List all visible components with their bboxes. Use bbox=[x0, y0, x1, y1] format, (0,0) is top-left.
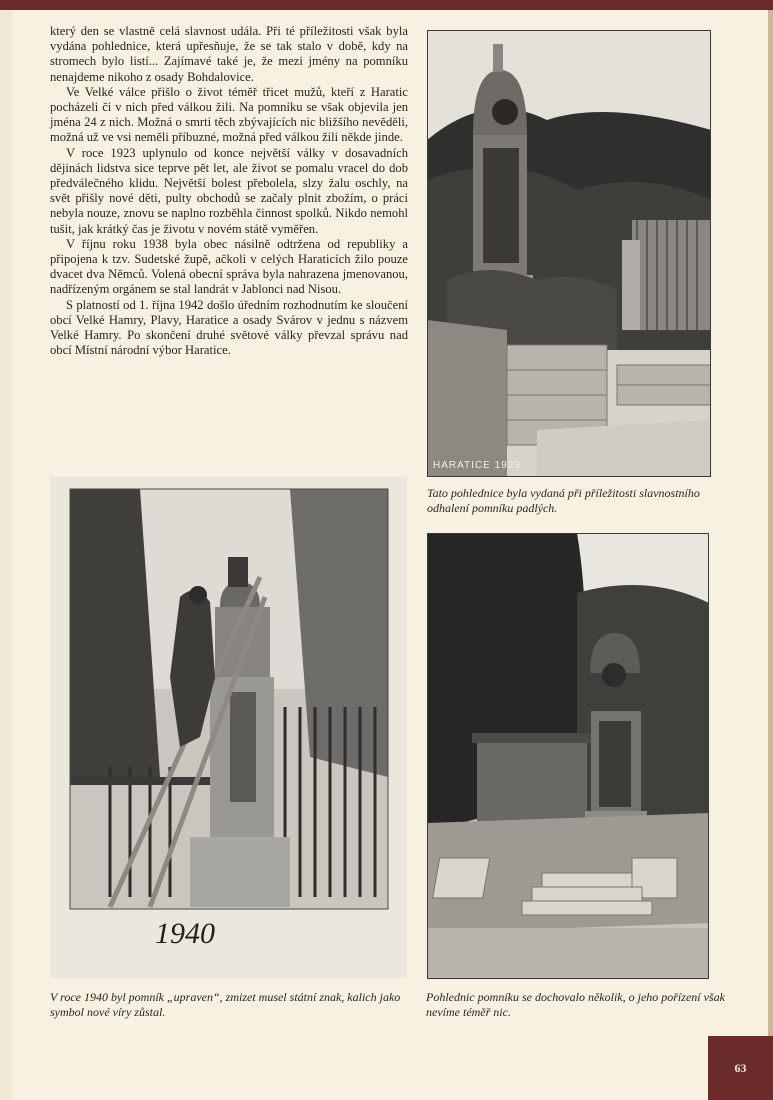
caption-monument-postcard: Pohlednic pomníku se dochovalo několik, o jeho pořízení však nevíme téměř nic. bbox=[426, 990, 725, 1019]
caption-monument-1940: V roce 1940 byl pomník „upraven“, zmizet musel státní znak, kalich jako symbol nové víry zůstal. bbox=[50, 990, 401, 1019]
page-number: 63 bbox=[708, 1036, 773, 1100]
photo-label: HARATICE 1923 bbox=[433, 460, 521, 471]
photo-monument-postcard bbox=[427, 533, 709, 979]
photo-label: 1940 bbox=[155, 917, 215, 950]
paragraph: S platností od 1. října 1942 došlo úředním rozhodnutím ke sloučení obcí Velké Hamry, Plavy, Haratice a osady Svárov v jednu s názvem Velké Hamry. Po skončení druhé světové války převzal správu nad obcí Místní národní výbor Haratice. bbox=[50, 297, 408, 358]
caption-postcard-1923: Tato pohlednice byla vydaná při příležitosti slavnostního odhalení pomníku padlých. bbox=[427, 486, 700, 515]
paragraph: V roce 1923 uplynulo od konce největší války v dosavadních dějinách lidstva sice teprve pět let, ale život se pomalu vracel do dob předválečného klidu. Největší bolest přebolela, slzy žalu oschly, na svět přišly nové děti, pulty obchodů se začaly plnit zbožím, o práci nebyla nouze, znovu se naplno rozběhla činnost spolků. Nikdo nemohl tušit, jak krátký čas je životu v novém státě vyměřen. bbox=[50, 145, 408, 236]
photo-monument-1940 bbox=[50, 477, 407, 978]
page-edge bbox=[768, 10, 773, 1036]
paragraph: V říjnu roku 1938 byla obec násilně odtržena od republiky a připojena k tzv. Sudetské župě, ačkoli v celých Haraticích žilo pouze dvacet dva Němců. Volená obecní správa byla nahrazena jmenovanou, nadřízeným orgánem se stal landrát v Jablonci nad Nisou. bbox=[50, 236, 408, 297]
photo-postcard-1923 bbox=[427, 30, 711, 477]
body-text bbox=[50, 24, 408, 358]
paragraph: který den se vlastně celá slavnost udála. Při té příležitosti však byla vydána pohlednice, která upřesňuje, že se tak stalo v době, kdy na stromech bylo listí... Zajímavé také je, že mezi jmény na pomníku nenajdeme nikoho z osady Bohdalovice. bbox=[50, 24, 408, 84]
top-border bbox=[0, 0, 773, 10]
paragraph: Ve Velké válce přišlo o život téměř třicet mužů, kteří z Haratic pocházeli či v nich před válkou žili. Na pomníku se však objevila jen jména 24 z nich. Možná o smrti těch zbývajících nic bližšího nevěděli, možná už ve vsi neměli příbuzné, možná před válkou žili někde jinde. bbox=[50, 84, 408, 145]
